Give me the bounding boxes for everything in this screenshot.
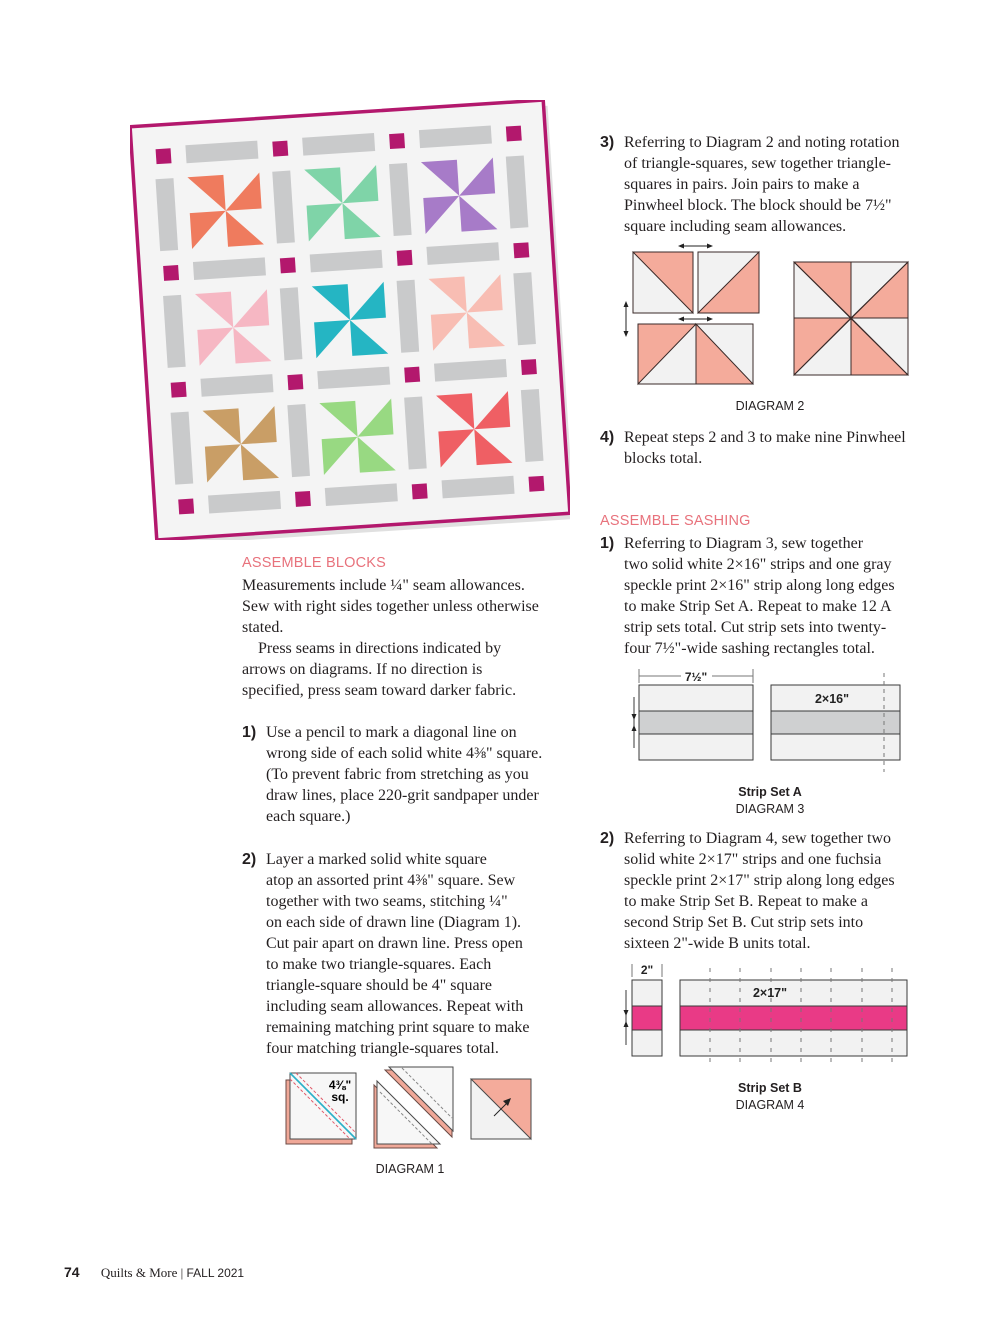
marked-square-pair — [286, 1073, 356, 1144]
cornerstone — [521, 359, 537, 375]
page-number: 74 — [64, 1264, 80, 1280]
step-number: 2) — [242, 851, 257, 868]
step-2-blocks — [242, 849, 582, 1069]
cornerstone — [506, 126, 522, 142]
intro-paragraph: Measurements include ¼" seam allowances. Sew with right sides together unless otherwise stated. — [242, 577, 539, 636]
footer-separator: | — [180, 1265, 184, 1280]
section-heading-assemble-blocks: ASSEMBLE BLOCKS — [242, 555, 387, 571]
strip-set-a-title: Strip Set A — [738, 785, 802, 799]
issue-label: FALL 2021 — [186, 1266, 245, 1280]
step-text: Use a pencil to mark a diagonal line on wrong side of each solid white 4⅜" square. (To prevent fabric from stretching as you draw lines, place 220-grit sandpaper under each square.) — [266, 724, 543, 825]
cornerstone — [171, 382, 187, 398]
cornerstone — [178, 498, 194, 514]
width-label: 7½" — [684, 670, 708, 684]
diagram-2-caption: DIAGRAM 2 — [735, 399, 805, 413]
cornerstone — [404, 367, 420, 383]
step-number: 4) — [600, 429, 615, 446]
step-number: 1) — [242, 724, 257, 741]
step-text: Referring to Diagram 2 and noting rotation of triangle-squares, sew together triangle- squares in pairs. Join pairs to make a Pinwheel block. The block should be 7½" square including seam allowances. — [624, 134, 900, 235]
cornerstone — [412, 483, 428, 499]
step-1-sashing — [600, 533, 940, 663]
step-text: Referring to Diagram 3, sew together two solid white 2×16" strips and one gray speckle print 2×16" strip along long edges to make Strip Set A. Repeat to make 12 A strip sets total. Cut strip sets into twenty- four 7½"-wide sashing rectangles total. — [624, 535, 895, 657]
diagram-4 — [600, 958, 920, 1118]
step-text: Referring to Diagram 4, sew together two solid white 2×17" strips and one fuchsia speckle print 2×17" strip along long edges to make Strip Set B. Repeat to make a second Strip Set B. Cut strip sets into sixteen 2"-wide B units total. — [624, 830, 895, 952]
triangle-square — [471, 1079, 531, 1139]
step-2-sashing — [600, 828, 940, 958]
step-text: Repeat steps 2 and 3 to make nine Pinwheel blocks total. — [624, 429, 906, 467]
cut-pair — [374, 1067, 453, 1148]
press-arrow-icon — [632, 697, 637, 748]
cornerstone — [513, 242, 529, 258]
magazine-name: Quilts & More — [100, 1265, 178, 1280]
width-label: 2" — [640, 963, 654, 977]
step-number: 1) — [600, 535, 615, 552]
strip-set-b-title: Strip Set B — [738, 1081, 802, 1095]
diagram-3 — [600, 660, 920, 820]
cornerstone — [389, 133, 405, 149]
pinwheel-block — [794, 262, 908, 375]
pressing-paragraph: Press seams in directions indicated by arrows on diagrams. If no direction is specified, press seam toward darker fabric. — [242, 640, 517, 699]
cornerstone — [280, 257, 296, 273]
step-number: 3) — [600, 134, 615, 151]
step-1-blocks — [242, 722, 582, 832]
strip-label: 2×16" — [814, 692, 850, 706]
size-label-sq: sq. — [331, 1090, 349, 1104]
strip-label: 2×17" — [752, 986, 788, 1000]
step-3-blocks — [600, 132, 940, 242]
diagram-3-caption: DIAGRAM 3 — [735, 802, 805, 816]
step-4-blocks — [600, 427, 940, 471]
cornerstone — [163, 265, 179, 281]
cornerstone — [528, 476, 544, 492]
cornerstone — [272, 141, 288, 157]
step-text: Layer a marked solid white square atop an assorted print 4⅜" square. Sew together with two seams, stitching ¼" on each side of drawn line (Diagram 1). Cut pair apart on drawn line. Press open to make two triangle-squares. Each triangle-square should be 4" square including seam allowances. Repeat with remaining matching print square to make four matching triangle-squares total. — [266, 851, 530, 1057]
cornerstone — [295, 491, 311, 507]
page-footer — [64, 1264, 244, 1281]
press-arrow-icon — [624, 990, 629, 1045]
cornerstone — [287, 374, 303, 390]
diagram-1 — [270, 1060, 550, 1190]
section-heading-assemble-sashing: ASSEMBLE SASHING — [600, 513, 751, 529]
step-number: 2) — [600, 830, 615, 847]
quilt-photo — [130, 100, 570, 540]
diagram-4-caption: DIAGRAM 4 — [735, 1098, 805, 1112]
diagram-1-caption: DIAGRAM 1 — [375, 1162, 445, 1176]
cornerstone — [156, 148, 172, 164]
cornerstone — [397, 250, 413, 266]
size-label: 4⅜" — [328, 1078, 352, 1092]
diagram-2 — [620, 238, 920, 418]
quilt — [130, 100, 570, 540]
